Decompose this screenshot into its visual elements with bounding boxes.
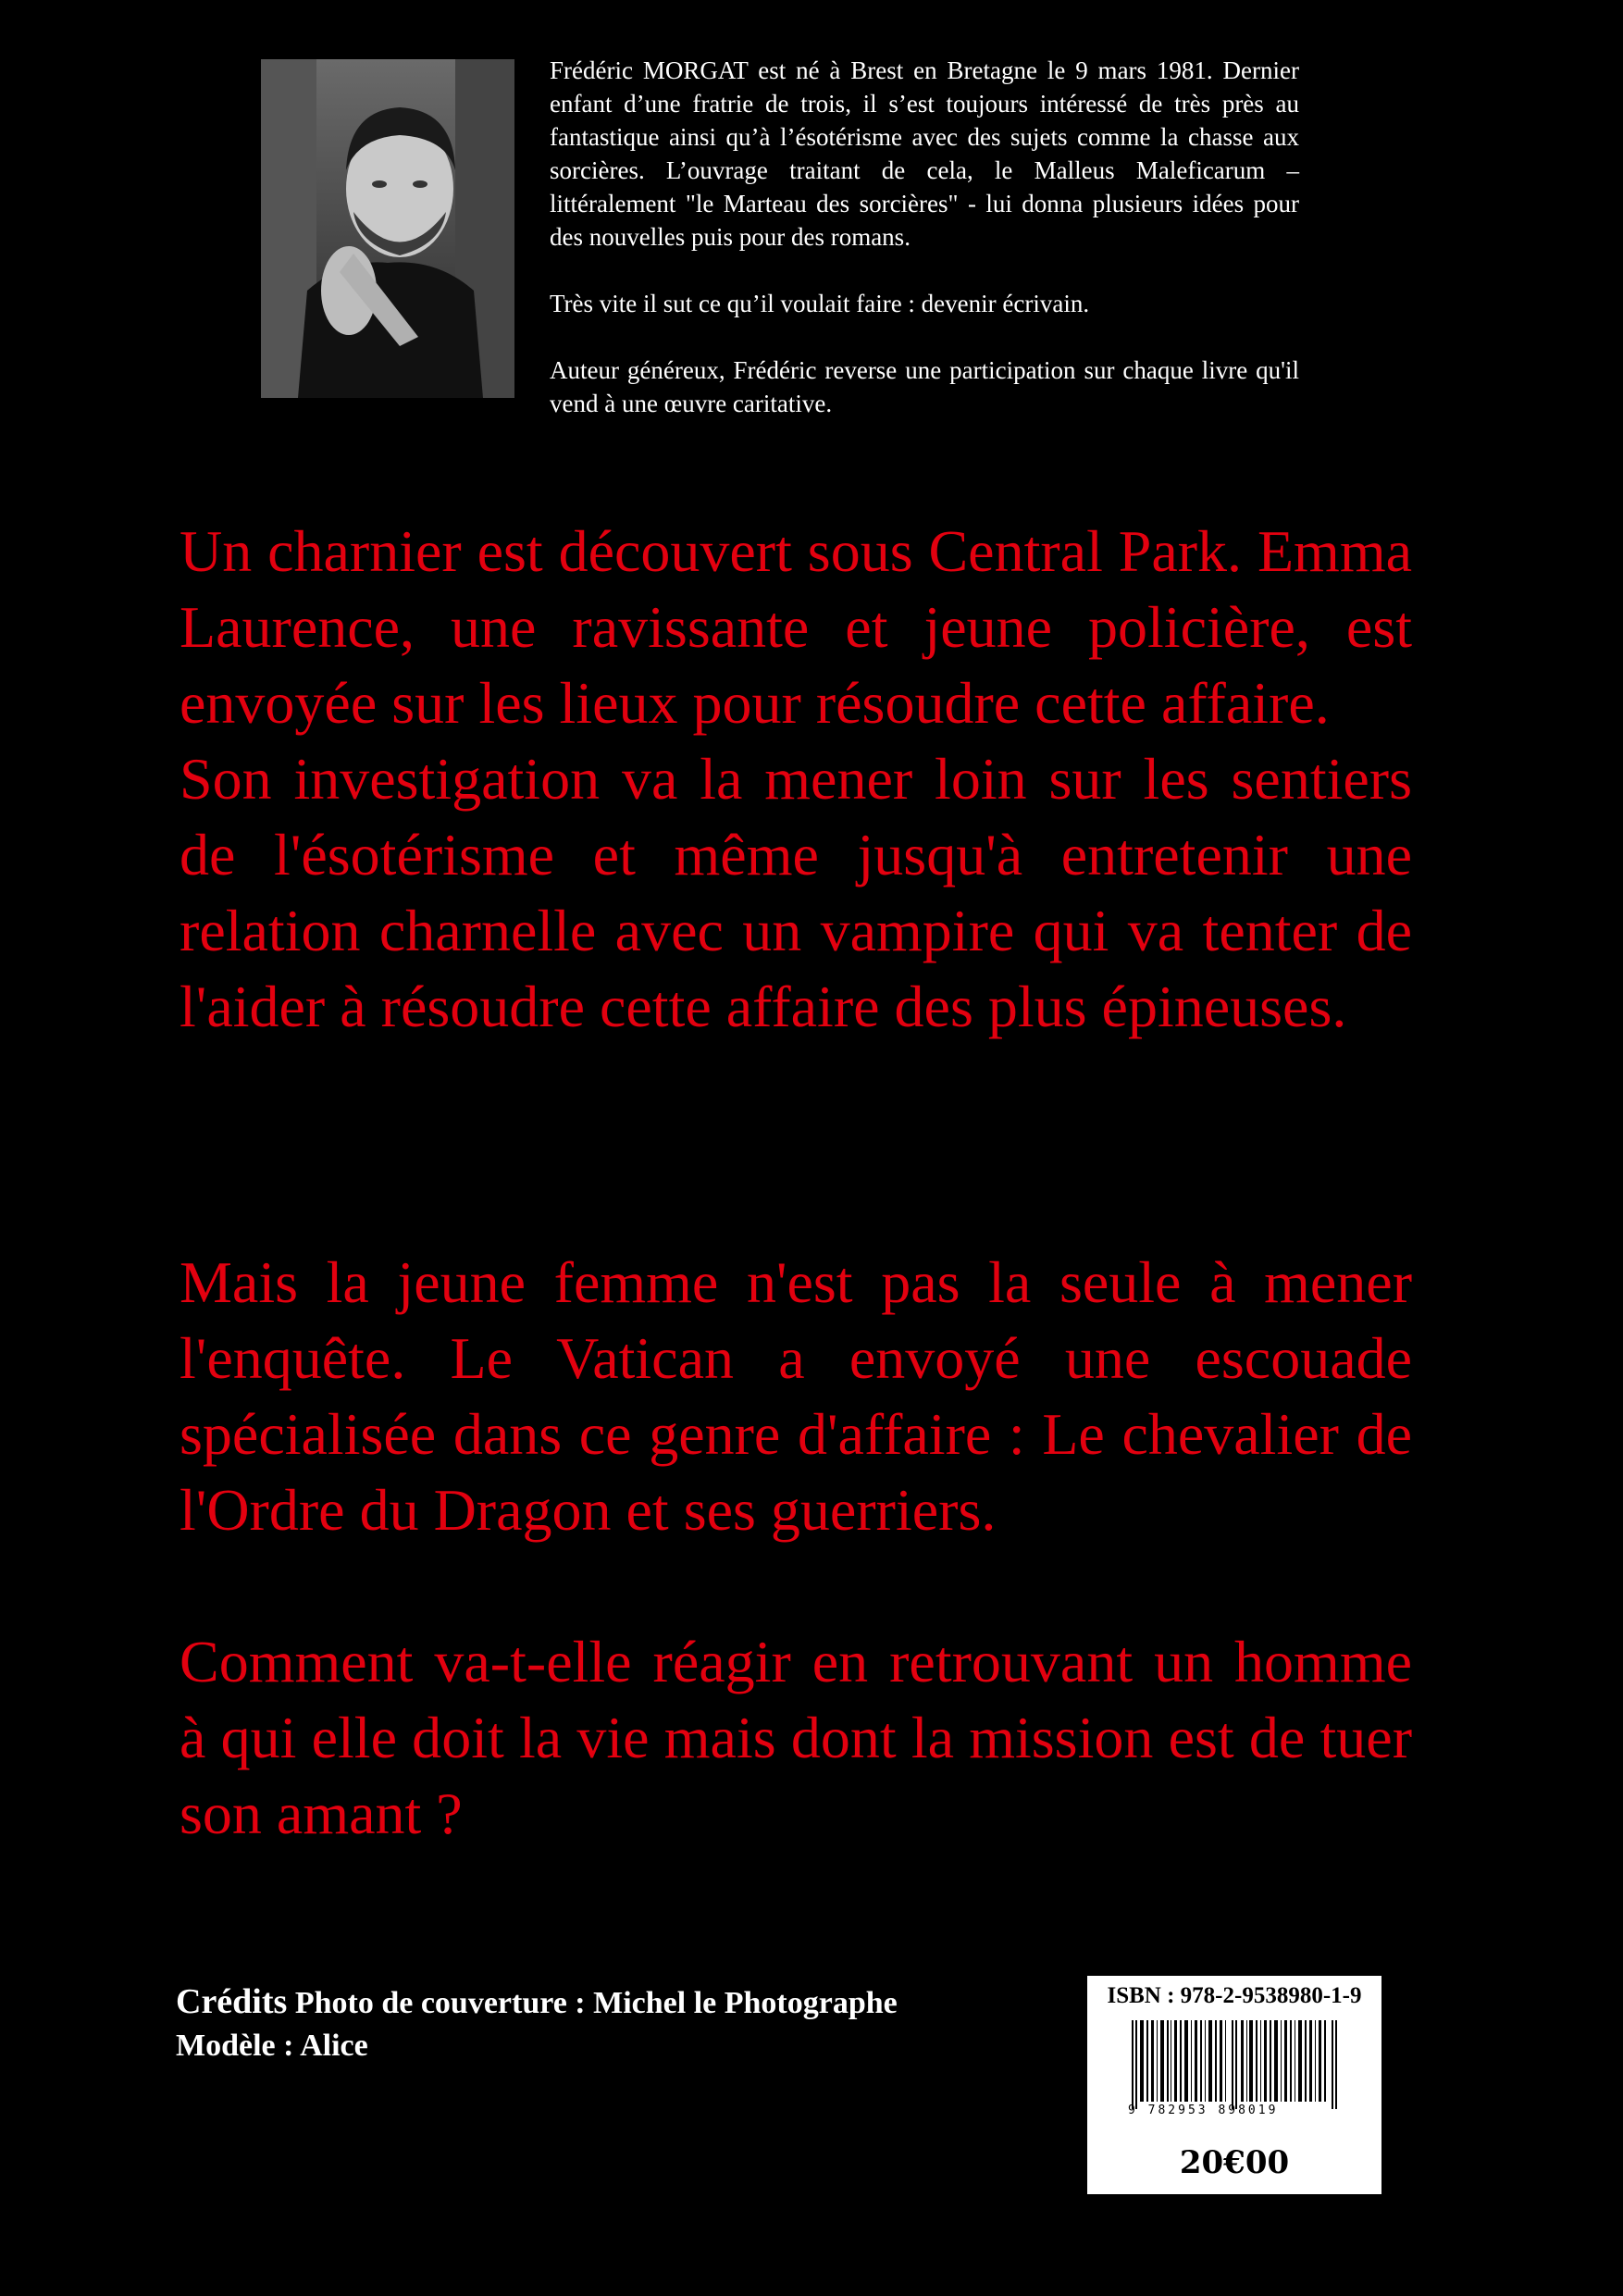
synopsis-block-1 — [180, 514, 1412, 1045]
credits — [176, 1980, 898, 2067]
credits-photo: Photo de couverture : Michel le Photographe — [294, 1986, 898, 2020]
price: 20€00 — [1179, 2144, 1290, 2181]
synopsis-paragraph: Son investigation va la mener loin sur les sentiers de l'ésotérisme et même jusqu'à entretenir une relation charnelle avec un vampire qui va tenter de l'aider à résoudre cette affaire des plus épineuses. — [180, 746, 1412, 1039]
author-bio-paragraph: Auteur généreux, Frédéric reverse une participation sur chaque livre qu'il vend à une œuvre caritative. — [550, 356, 1299, 417]
credits-heading: Crédits — [176, 1982, 288, 2021]
author-photo — [261, 59, 514, 398]
credits-line-photo — [176, 1980, 898, 2025]
synopsis-block-3 — [180, 1624, 1412, 1852]
synopsis-paragraph: Mais la jeune femme n'est pas la seule à mener l'enquête. Le Vatican a envoyé une escouade spécialisée dans ce genre d'affaire : Le chevalier de l'Ordre du Dragon et ses guerriers. — [180, 1249, 1412, 1543]
barcode-digits: 9 782953 898019 — [1128, 2104, 1279, 2117]
credits-model: Modèle : Alice — [176, 2029, 368, 2063]
isbn-box — [1087, 1976, 1381, 2194]
author-bio — [550, 54, 1299, 420]
author-bio-paragraph: Très vite il sut ce qu’il voulait faire : devenir écrivain. — [550, 290, 1090, 317]
isbn-label: ISBN : 978-2-9538980-1-9 — [1107, 1983, 1362, 2008]
synopsis-block-2 — [180, 1245, 1412, 1548]
barcode — [1128, 2020, 1341, 2115]
synopsis-paragraph: Un charnier est découvert sous Central Park. Emma Laurence, une ravissante et jeune policière, est envoyée sur les lieux pour résoudre cette affaire. — [180, 518, 1412, 736]
author-bio-paragraph: Frédéric MORGAT est né à Brest en Bretagne le 9 mars 1981. Dernier enfant d’une fratrie de trois, il s’est toujours intéressé de très près au fantastique ainsi qu’à l’ésotérisme avec des sujets comme la chasse aux sorcières. L’ouvrage traitant de cela, le Malleus Maleficarum – littéralement "le Marteau des sorcières" - lui donna plusieurs idées pour des nouvelles puis pour des romans. — [550, 56, 1299, 251]
synopsis-paragraph: Comment va-t-elle réagir en retrouvant un homme à qui elle doit la vie mais dont la mission est de tuer son amant ? — [180, 1629, 1412, 1846]
